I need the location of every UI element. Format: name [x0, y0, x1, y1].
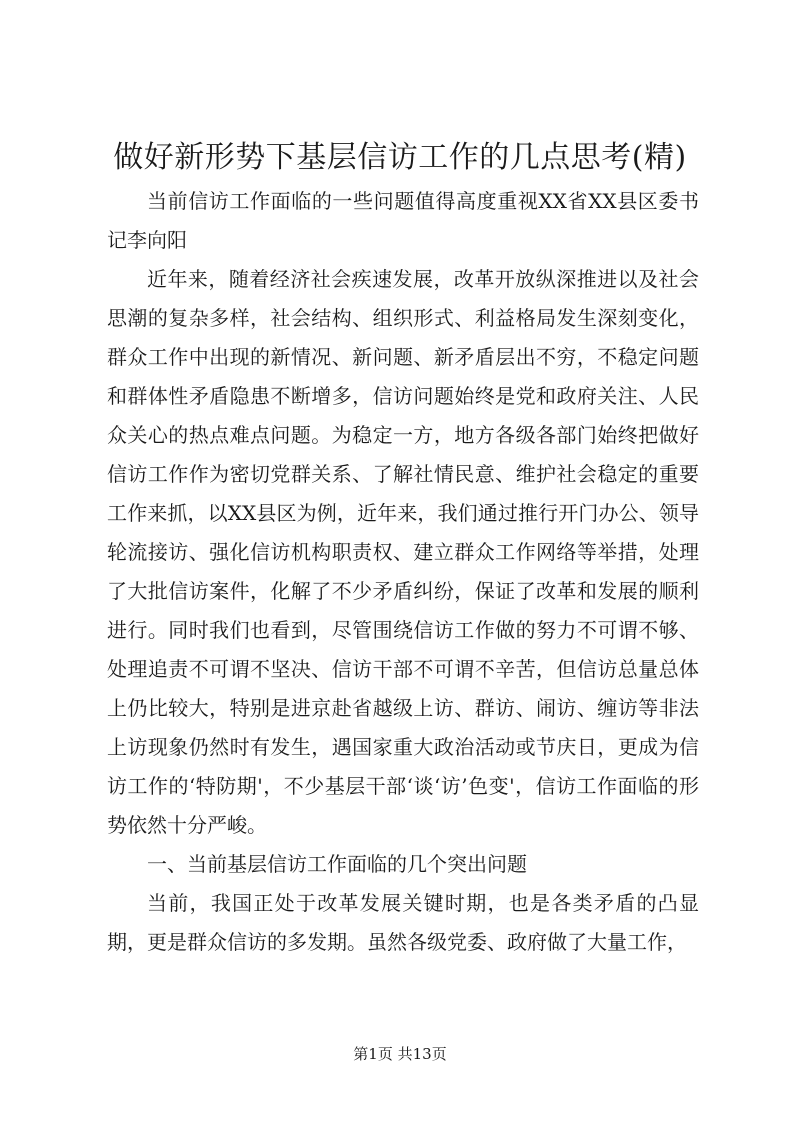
- page-footer: 第1页 共13页: [353, 1045, 447, 1063]
- paragraph-intro: 当前信访工作面临的一些问题值得高度重视XX省XX县区委书记李向阳: [107, 189, 699, 252]
- section-heading: 一、当前基层信访工作面临的几个突出问题: [147, 852, 527, 876]
- paragraph-current-situation: 当前，我国正处于改革发展关键时期，也是各类矛盾的凸显期，更是群众信访的多发期。虽然各级党委、政府做了大量工作，: [107, 891, 699, 954]
- document-title: 做好新形势下基层信访工作的几点思考(精): [113, 140, 687, 175]
- paragraph-background: 近年来，随着经济社会疾速发展，改革开放纵深推进以及社会思潮的复杂多样，社会结构、组织形式、利益格局发生深刻变化，群众工作中出现的新情况、新问题、新矛盾层出不穷，不稳定问题和群体性矛盾隐患不断增多，信访问题始终是党和政府关注、人民众关心的热点难点问题。为稳定一方，地方各级各部门始终把做好信访工作作为密切党群关系、了解社情民意、维护社会稳定的重要工作来抓，以XX县区为例，近年来，我们通过推行开门办公、领导轮流接访、强化信访机构职责权、建立群众工作网络等举措，处理了大批信访案件，化解了不少矛盾纠纷，保证了改革和发展的顺利进行。同时我们也看到，尽管围绕信访工作做的努力不可谓不够、处理追责不可谓不坚决、信访干部不可谓不辛苦，但信访总量总体上仍比较大，特别是进京赴省越级上访、群访、闹访、缠访等非法上访现象仍然时有发生，遇国家重大政治活动或节庆日，更成为信访工作的‘特防期'，不少基层干部‘谈‘访’色变'，信访工作面临的形势依然十分严峻。: [107, 267, 699, 837]
- document-body: [107, 182, 699, 962]
